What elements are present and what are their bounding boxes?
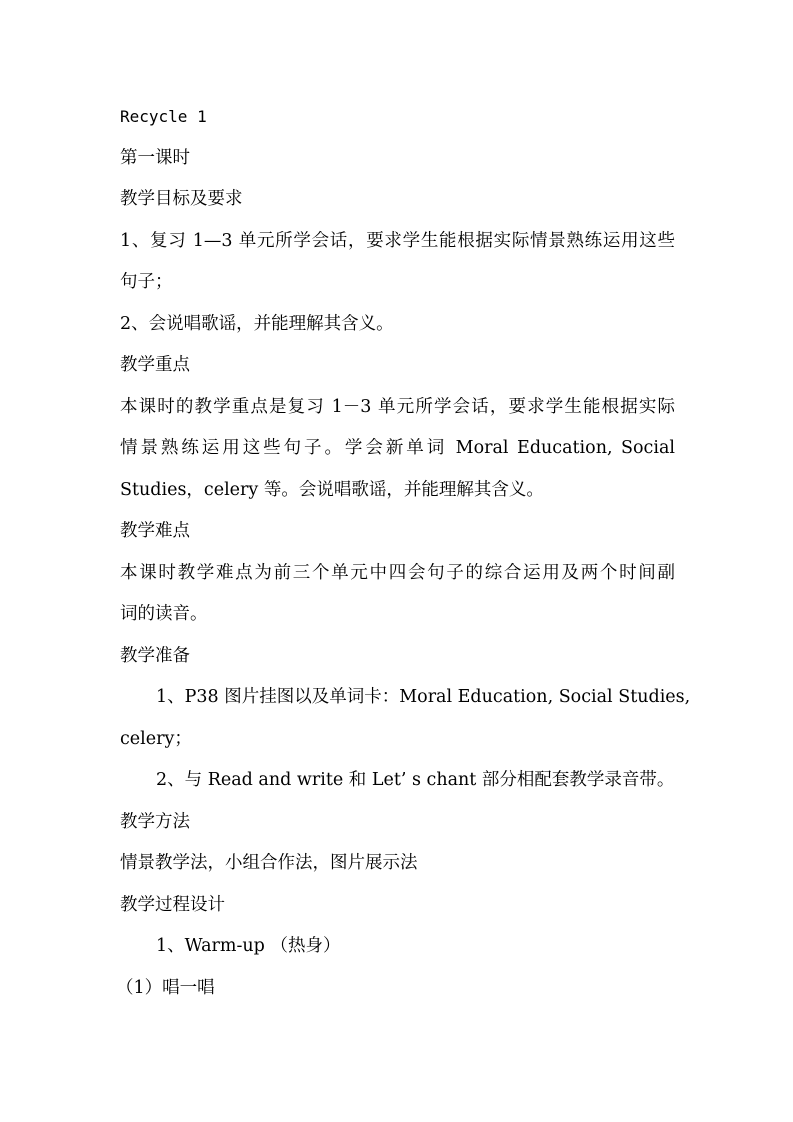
preparation-heading: 教学准备 — [120, 645, 190, 666]
preparation-1-line-1: 1、P38 图片挂图以及单词卡：Moral Education, Social Studies, — [156, 687, 691, 707]
process-heading: 教学过程设计 — [120, 894, 225, 915]
lesson-label: 第一课时 — [120, 147, 190, 168]
step-1-1: （1）唱一唱 — [116, 977, 215, 998]
methods-heading: 教学方法 — [120, 811, 190, 832]
difficulties-heading: 教学难点 — [120, 521, 190, 541]
step-1: 1、Warm-up （热身） — [156, 936, 341, 956]
objective-1-line-2: 句子； — [120, 272, 173, 292]
objective-2: 2、会说唱歌谣，并能理解其含义。 — [120, 313, 394, 334]
preparation-2: 2、与 Read and write 和 Let’ s chant 部分相配套教学录音带。 — [156, 770, 675, 790]
difficulties-line-2: 词的读音。 — [120, 604, 208, 624]
key-points-line-3: Studies，celery 等。会说唱歌谣，并能理解其含义。 — [120, 479, 544, 500]
methods-text: 情景教学法，小组合作法，图片展示法 — [120, 853, 418, 873]
difficulties-line-1: 本课时教学难点为前三个单元中四会句子的综合运用及两个时间副 — [120, 562, 675, 583]
preparation-1-line-2: celery； — [120, 728, 192, 749]
objectives-heading: 教学目标及要求 — [120, 189, 243, 209]
key-points-line-1: 本课时的教学重点是复习 1－3 单元所学会话，要求学生能根据实际 — [120, 396, 675, 417]
key-points-heading: 教学重点 — [120, 355, 190, 375]
document-title: Recycle 1 — [120, 107, 207, 126]
document-body — [116, 96, 691, 1009]
key-points-line-2: 情景熟练运用这些句子。学会新单词 Moral Education, Social — [120, 438, 675, 458]
objective-1-line-1: 1、复习 1—3 单元所学会话，要求学生能根据实际情景熟练运用这些 — [120, 230, 675, 251]
